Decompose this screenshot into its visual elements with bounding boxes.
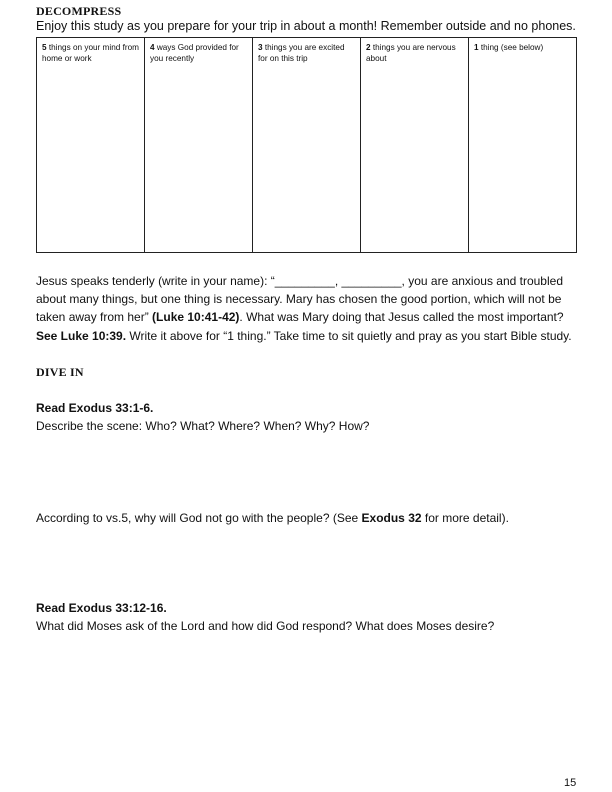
- scripture-reference: See Luke 10:39.: [36, 328, 127, 343]
- column-count: 5: [42, 43, 47, 52]
- column-label: thing (see below): [480, 43, 544, 52]
- grid-column-4[interactable]: [145, 38, 253, 253]
- question-text: for more detail).: [421, 511, 509, 525]
- column-label: things you are nervous about: [366, 43, 456, 63]
- scripture-reference: Exodus 32: [361, 511, 422, 525]
- column-label: things you are excited for on this trip: [258, 43, 345, 63]
- grid-column-3[interactable]: [253, 38, 361, 253]
- grid-column-1[interactable]: [469, 38, 577, 253]
- decompress-heading: DECOMPRESS: [36, 4, 122, 18]
- paragraph-text: . What was Mary doing that Jesus called the most important?: [239, 310, 564, 325]
- column-count: 2: [366, 43, 371, 52]
- read-exodus-33-1-6: Read Exodus 33:1-6.: [36, 401, 154, 415]
- paragraph-text: Jesus speaks tenderly (write in your name): “_________, _________, you are anxious and troubled about many things, but one thing is necessary. Mary has chosen the good portion, which will not be taken away from her”: [36, 274, 563, 325]
- read-exodus-33-12-16: Read Exodus 33:12-16.: [36, 601, 167, 615]
- reflection-grid: [36, 37, 577, 253]
- column-count: 3: [258, 43, 263, 52]
- question-text: According to vs.5, why will God not go with the people? (See: [36, 511, 362, 525]
- column-label: things on your mind from home or work: [42, 43, 139, 63]
- question-moses-ask: What did Moses ask of the Lord and how did God respond? What does Moses desire?: [36, 619, 495, 633]
- column-count: 4: [150, 43, 155, 52]
- column-label: ways God provided for you recently: [150, 43, 239, 63]
- decompress-intro: Enjoy this study as you prepare for your trip in about a month! Remember outside and no phones.: [36, 19, 576, 33]
- question-god-not-go: [36, 511, 509, 525]
- paragraph-text: Write it above for “1 thing.” Take time to sit quietly and pray as you start Bible study.: [126, 328, 572, 343]
- page-number: 15: [564, 777, 577, 789]
- jesus-paragraph: [36, 272, 581, 345]
- column-count: 1: [474, 43, 479, 52]
- scripture-reference: (Luke 10:41-42): [152, 310, 240, 325]
- dive-in-heading: DIVE IN: [36, 365, 84, 379]
- question-describe-scene: Describe the scene: Who? What? Where? When? Why? How?: [36, 419, 370, 433]
- grid-column-5[interactable]: [37, 38, 145, 253]
- grid-column-2[interactable]: [361, 38, 469, 253]
